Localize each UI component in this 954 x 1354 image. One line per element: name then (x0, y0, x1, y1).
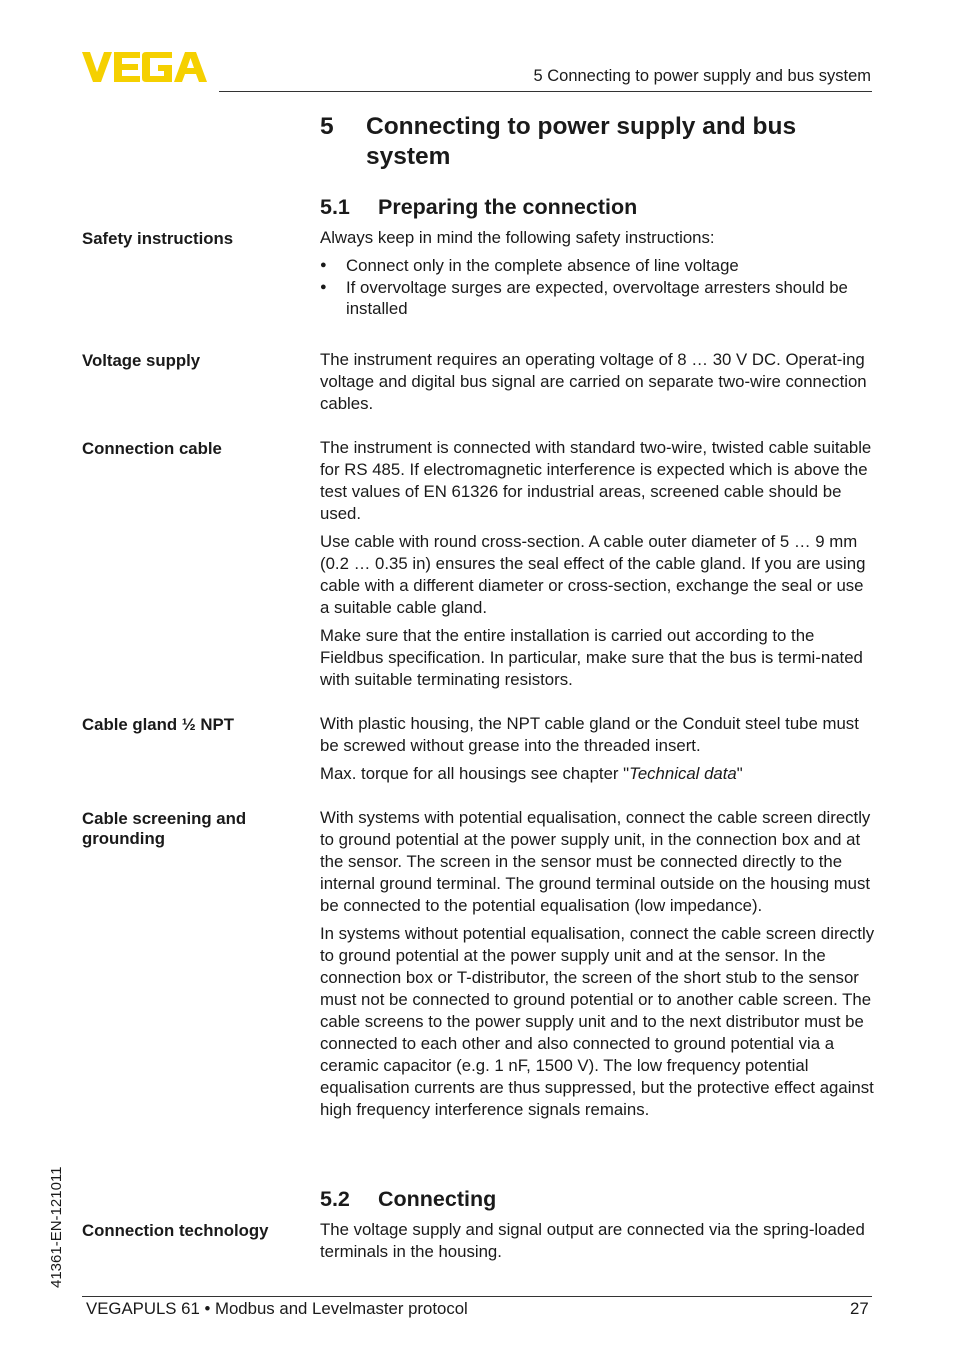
voltage-text: The instrument requires an operating voltage of 8 … 30 V DC. Operat-ing voltage and digital bus signal are carried on separate two-wire connection cables. (320, 350, 867, 413)
section-number: 5.1 (320, 195, 350, 219)
safety-intro: Always keep in mind the following safety instructions: (320, 228, 715, 247)
chapter-title: Connecting to power supply and bus system (366, 113, 797, 170)
screening-body (320, 807, 876, 1127)
cable-label: Connection cable (82, 439, 222, 458)
cable-paragraph: Use cable with round cross-section. A cable outer diameter of 5 … 9 mm (0.2 … 0.35 in) ensures the seal effect of the cable gland. If you are using cable with a different diameter or cross-section, exchange the seal or use a suitable cable gland. (320, 532, 866, 617)
safety-bullets (320, 255, 876, 320)
section-number: 5.2 (320, 1187, 350, 1211)
gland-label: Cable gland ½ NPT (82, 715, 234, 734)
voltage-label: Voltage supply (82, 351, 201, 370)
section-title: Connecting (378, 1187, 497, 1211)
cable-paragraph: The instrument is connected with standard two-wire, twisted cable suitable for RS 485. If electromagnetic interference is expected which is above the test values of EN 61326 for industrial areas, screened cable should be used. (320, 438, 872, 523)
gland-text: Max. torque for all housings see chapter " (320, 764, 630, 783)
gland-paragraph: With plastic housing, the NPT cable gland or the Conduit steel tube must be screwed without grease into the threaded insert. (320, 714, 859, 755)
document-code: 41361-EN-121011 (48, 1166, 65, 1288)
header-divider (219, 91, 872, 92)
technology-label: Connection technology (82, 1221, 269, 1240)
safety-body (320, 227, 876, 320)
technology-text: The voltage supply and signal output are connected via the spring-loaded terminals in the housing. (320, 1220, 865, 1261)
voltage-body (320, 349, 876, 421)
section-title: Preparing the connection (378, 195, 638, 219)
running-header: 5 Connecting to power supply and bus system (533, 67, 871, 85)
list-item: ● If overvoltage surges are expected, overvoltage arresters should be installed (320, 277, 876, 320)
cable-paragraph: Make sure that the entire installation is carried out according to the Fieldbus specification. In particular, make sure that the bus is termi-nated with suitable terminating resistors. (320, 626, 863, 689)
technology-body (320, 1219, 876, 1269)
vega-logo (82, 52, 212, 82)
screening-paragraph: In systems without potential equalisation, connect the cable screen directly to ground potential at the power supply unit and at the sensor. In the connection box or T-distributor, the screen of the short stub to the sensor must not be connected to ground potential or to another cable screen. The cable screens to the power supply unit and to the next distributor must be connected to each other and also connected to ground potential via a ceramic capacitor (e.g. 1 nF, 1500 V). The low frequency potential equalisation currents are thus suppressed, but the protective effect against high frequency interference signals remains. (320, 924, 875, 1119)
list-item: ● Connect only in the complete absence of line voltage (320, 255, 876, 277)
screening-paragraph: With systems with potential equalisation, connect the cable screen directly to ground potential at the power supply unit, in the connection box and at the sensor. The screen in the sensor must be connected directly to the internal ground terminal. The ground terminal outside on the housing must be connected to the potential equalisation (low impedance). (320, 808, 871, 915)
cable-body (320, 437, 876, 697)
gland-paragraph (320, 763, 876, 785)
chapter-number: 5 (320, 113, 334, 140)
footer-divider (82, 1296, 872, 1297)
chapter-reference: Technical data (629, 764, 737, 783)
gland-text: " (736, 764, 743, 783)
screening-label: Cable screening and grounding (82, 809, 247, 848)
safety-label: Safety instructions (82, 229, 234, 248)
gland-body (320, 713, 876, 791)
page-number: 27 (850, 1299, 869, 1318)
footer-doc-title: VEGAPULS 61 • Modbus and Levelmaster protocol (86, 1299, 468, 1318)
